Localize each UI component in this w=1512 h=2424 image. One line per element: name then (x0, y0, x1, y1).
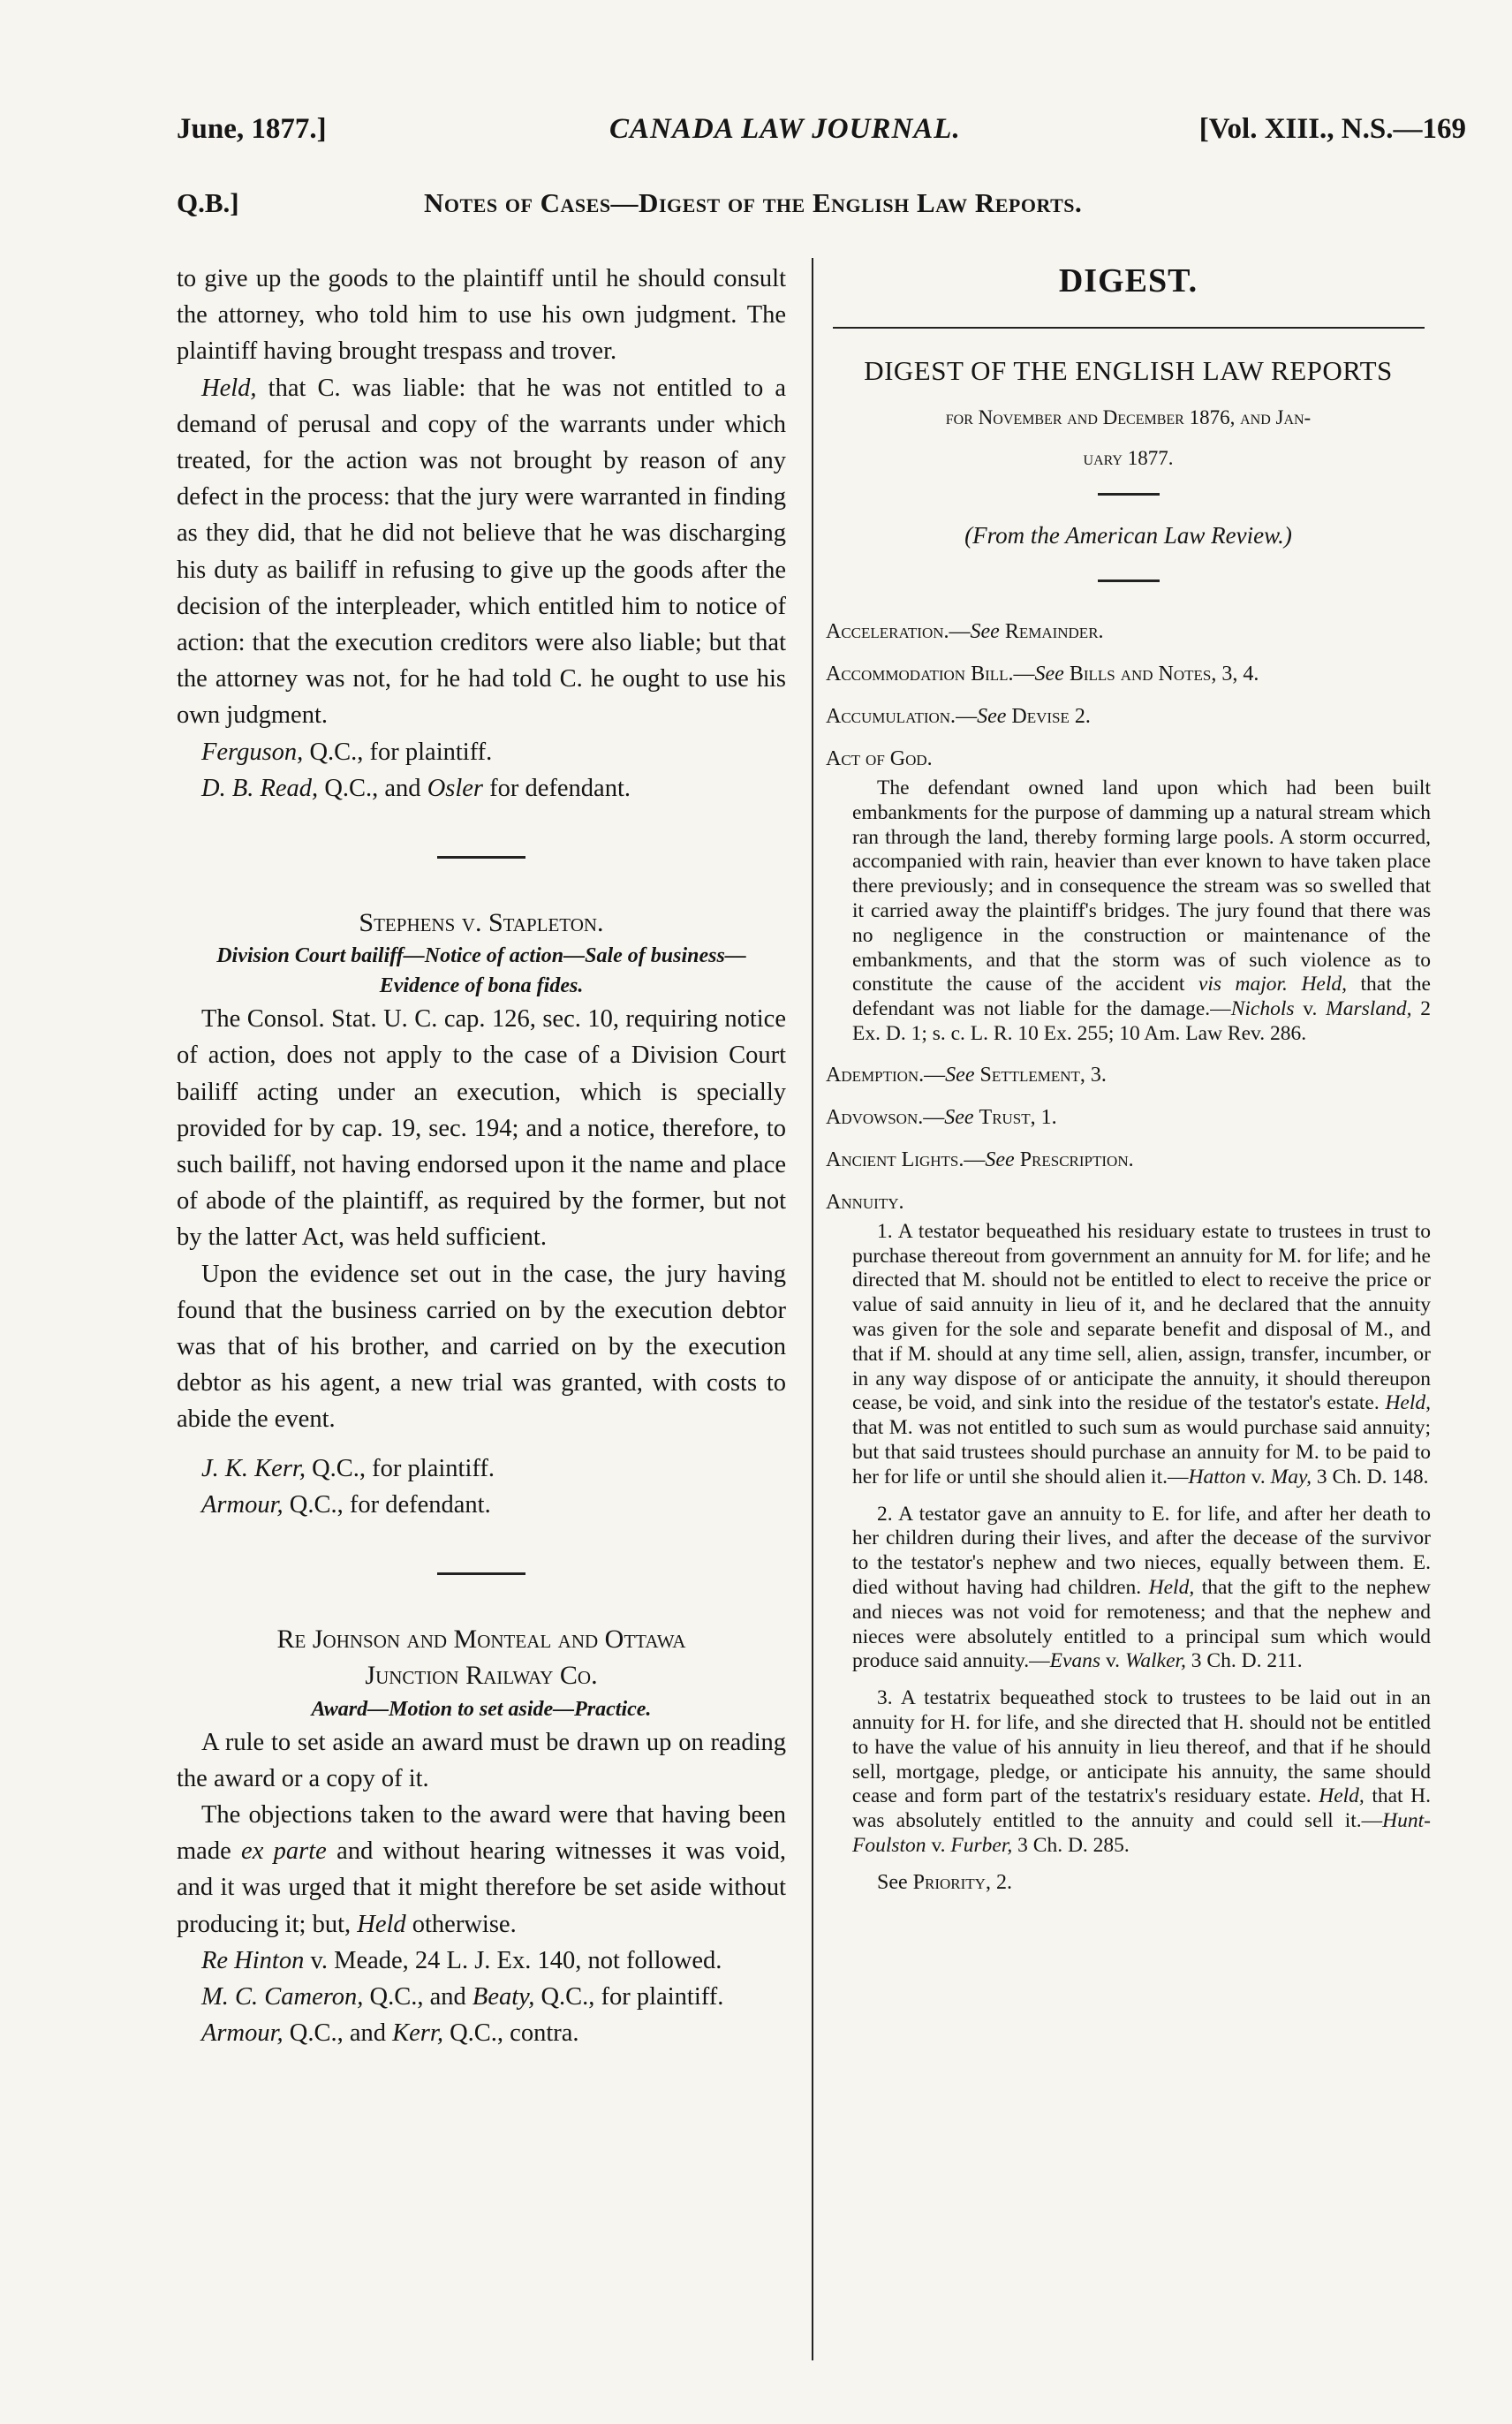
counsel-role: Q.C., for plaintiff. (305, 1454, 495, 1482)
digest-entry-ademption: Ademption.—See Settlement, 3. (826, 1063, 1107, 1087)
case-text: otherwise. (405, 1910, 517, 1938)
entry-text: v. (926, 1833, 951, 1857)
journal-title: CANADA LAW JOURNAL. (609, 113, 961, 145)
citation-text: 3 Ch. D. 285. (1012, 1833, 1130, 1857)
case-paragraph: The Consol. Stat. U. C. cap. 126, sec. 10, requiring notice of action, does not apply to the case of a Division Court bailiff acting under an execution, which is specially provided for by cap. 19, sec. 194; and a notice, therefore, to such bailiff, not having endorsed upon it the name and place of abode of the plaintiff, as required by the former, but not by the latter Act, was held sufficient. (177, 1005, 786, 1252)
counsel-line (177, 2015, 786, 2051)
case-paragraph: A rule to set aside an award must be drawn up on reading the award or a copy of it. (177, 1728, 786, 1792)
cross-reference: Priority, 2. (912, 1870, 1012, 1894)
case-title: Re Johnson and Monteal and Ottawa (276, 1625, 686, 1655)
counsel-name: D. B. Read, (201, 774, 319, 802)
see-label: See (970, 620, 1000, 643)
entry-text: that M. was not entitled to such sum as would purchase said annuity; but that said trustees should purchase an annuity for M. to be paid to her for life or until she should alien it.— (852, 1416, 1431, 1488)
digest-title: DIGEST OF THE ENGLISH LAW REPORTS (864, 355, 1393, 386)
section-head (177, 187, 1466, 231)
case-name: Furber, (950, 1833, 1013, 1857)
case-name: Nichols (1230, 997, 1295, 1021)
counsel-name: Armour, (201, 2019, 284, 2048)
entry-text: The defendant owned land upon which had been built embankments for the purpose of damming up a natural stream which ran through the land, thereby forming large pools. A storm occurred, accompanied with rain, heavier than ever known to have taken place there previously; and in consequence the stream was so swelled that it carried away the plaintiff's bridges. The jury found that there was no negligence in the construction or maintenance of the embankments, and that the storm was of such violence as to constitute the cause of the accident (852, 776, 1431, 996)
counsel-name: Armour, (201, 1490, 284, 1519)
source-rule (1098, 579, 1160, 582)
counsel-name: Osler (427, 774, 484, 802)
held-label: Held, (1385, 1391, 1431, 1415)
digest-entry-advowson: Advowson.—See Trust, 1. (826, 1105, 1057, 1129)
digest-entry-accumulation: Accumulation.—See Devise 2. (826, 705, 1091, 728)
see-label: See (1034, 663, 1064, 686)
digest-entry-act-of-god (826, 743, 1431, 775)
digest-subtitle-line: for November and December 1876, and Jan- (945, 406, 1312, 428)
cross-reference: Prescription. (1019, 1148, 1134, 1171)
entry-text: that the gift to the nephew and nieces was not void for remoteness; and that the nephew and nieces were absolutely entitled to a principal sum which would produce said annuity.— (852, 1575, 1431, 1673)
court-label: Q.B.] (177, 187, 239, 218)
case-headnote: Division Court bailiff—Notice of action—Sale of business—Evidence of bona fides. (216, 944, 746, 998)
case-title-continued: Junction Railway Co. (365, 1661, 598, 1691)
issue-date: June, 1877.] (177, 113, 327, 145)
counsel-name: M. C. Cameron, (201, 1982, 364, 2011)
see-also-line (877, 1871, 1431, 1895)
case-name: May, (1270, 1465, 1312, 1488)
entry-body (852, 1503, 1431, 1675)
citation-text: v. Meade, 24 L. J. Ex. 140, not followed. (304, 1946, 722, 1974)
digest-entry-annuity (826, 1186, 1431, 1218)
citation-text: 3 Ch. D. 211. (1185, 1649, 1303, 1673)
case-text: and without hearing witnesses it was void, and it was urged that it might therefore be set aside without producing it; but, (177, 1837, 786, 1938)
entry-body (852, 1686, 1431, 1859)
case-headnote: Award—Motion to set aside—Practice. (311, 1697, 652, 1721)
running-head (177, 113, 1466, 157)
case-name: Walker, (1124, 1649, 1186, 1673)
case-name: Re Hinton (201, 1946, 305, 1974)
entry-text: v. (1245, 1465, 1271, 1488)
entry-head: Ancient Lights. (826, 1148, 964, 1171)
held-label: Held, (201, 374, 257, 402)
entry-head: Acceleration. (826, 620, 949, 643)
continued-paragraph: to give up the goods to the plaintiff until he should consult the attorney, who told him to use his own judgment. The plaintiff having brought trespass and trover. (177, 265, 786, 366)
see-label: See (977, 705, 1007, 728)
cross-reference: Settlement, 3. (979, 1063, 1107, 1087)
case-name: Hunt-Foulston (852, 1809, 1431, 1857)
column-divider (812, 258, 813, 2360)
counsel-line (177, 1451, 786, 1487)
case-name: Marsland, (1326, 997, 1412, 1021)
entry-text: that the defendant was not liable for the damage.— (852, 973, 1431, 1021)
counsel-line (177, 770, 786, 807)
held-paragraph (177, 370, 786, 734)
latin-term: vis major. (1198, 973, 1288, 996)
entry-text: that H. was absolutely entitled to the annuity and could sell it.— (852, 1784, 1431, 1833)
see-label: See (945, 1063, 975, 1087)
counsel-role: Q.C., contra. (442, 2019, 579, 2048)
digest-column (826, 258, 1431, 2378)
notes-of-cases-column (177, 261, 786, 2372)
case-text: The objections taken to the award were that having been made (177, 1800, 786, 1866)
entry-head: Accommodation Bill. (826, 663, 1014, 686)
cross-reference: Trust, 1. (979, 1105, 1057, 1129)
case-separator (437, 1572, 525, 1575)
counsel-line (177, 1979, 786, 2015)
see-label: See (985, 1148, 1015, 1171)
cross-reference: Bills and Notes, 3, 4. (1069, 663, 1259, 686)
held-label: Held, (1148, 1575, 1195, 1599)
digest-entry-acceleration: Acceleration.—See Remainder. (826, 620, 1104, 643)
digest-subtitle (826, 398, 1431, 479)
counsel-role: for defendant. (483, 774, 631, 802)
counsel-name: Ferguson, (201, 738, 304, 766)
digest-entry-accommodation-bill: Accommodation Bill.—See Bills and Notes, 3, 4. (826, 663, 1259, 686)
counsel-connector: Q.C., and (363, 1982, 472, 2011)
held-label: Held, (1301, 973, 1348, 996)
entry-text: 2. A testator gave an annuity to E. for life, and after her death to her children during their lives, and after the decease of the survivor to the testator's nephew and two nieces, equally between them. E. died without having had children. (852, 1502, 1431, 1599)
counsel-line (177, 1487, 786, 1523)
entry-body (852, 1220, 1431, 1490)
entry-head: Advowson. (826, 1105, 924, 1129)
see-label: See (877, 1870, 908, 1894)
case-paragraph: Upon the evidence set out in the case, the jury having found that the business carried on by the execution debtor was that of his brother, and carried on by the execution debtor as his agent, a new trial was granted, with costs to abide the event. (177, 1260, 786, 1434)
heading-rule (833, 327, 1425, 329)
digest-heading: DIGEST. (1058, 262, 1198, 299)
case-citation (177, 1943, 786, 1979)
citation-text: 2 Ex. D. 1; s. c. L. R. 10 Ex. 255; 10 Am. Law Rev. 286. (852, 997, 1431, 1045)
entry-body (852, 776, 1431, 1047)
counsel-connector: Q.C., and (283, 2019, 393, 2048)
held-text: that C. was liable: that he was not entitled to a demand of perusal and copy of the warrants under which treated, for the action was not brought by reason of any defect in the process: that the jury were warranted in finding as they did, that he did not believe that he was discharging his duty as bailiff in refusing to give up the goods after the decision of the interpleader, which entitled him to notice of action: that the execution creditors were also liable; but that the attorney was not, for he had told C. he ought to use his own judgment. (177, 374, 786, 730)
cross-reference: Devise 2. (1011, 705, 1091, 728)
counsel-connector: Q.C., and (318, 774, 427, 802)
case-name: Hatton (1188, 1465, 1246, 1488)
cross-reference: Remainder. (1004, 620, 1104, 643)
counsel-role: Q.C., for plaintiff. (534, 1982, 724, 2011)
entry-head: Annuity. (826, 1190, 904, 1214)
case-paragraph (177, 1797, 786, 1943)
held-label: Held, (1319, 1784, 1365, 1808)
counsel-role: Q.C., for defendant. (283, 1490, 491, 1519)
entry-text: 3. A testatrix bequeathed stock to trustees to be laid out in an annuity for H. for life, and she directed that H. should not be entitled to have the value of his annuity in lieu thereof, and that if he should sell, mortgage, pledge, or anticipate his annuity, the same should cease and form part of the testatrix's residuary estate. (852, 1686, 1431, 1808)
case-title: Stephens v. Stapleton. (359, 908, 604, 938)
entry-text: v. (1294, 997, 1327, 1021)
title-rule (1098, 493, 1160, 496)
case-separator (437, 856, 525, 859)
entry-head: Accumulation. (826, 705, 956, 728)
digest-entry-ancient-lights: Ancient Lights.—See Prescription. (826, 1148, 1134, 1171)
entry-text: 1. A testator bequeathed his residuary estate to trustees in trust to purchase thereout from government an annuity for M. for life; and he directed that M. should not be entitled to elect to receive the price or value of said annuity in lieu of it, and he declared that the annuity was given for the sole and separate benefit and disposal of M., and that if M. should at any time sell, alien, assign, transfer, incumber, or in any way dispose of or anticipate the annuity, it should thereupon cease, be void, and sink into the residue of the testator's estate. (852, 1219, 1431, 1415)
counsel-line (177, 734, 786, 770)
see-label: See (944, 1105, 974, 1129)
digest-subtitle-line: uary 1877. (1083, 447, 1174, 469)
entry-head: Act of God. (826, 747, 933, 770)
counsel-name: Kerr, (392, 2019, 443, 2048)
latin-term: ex parte (241, 1837, 327, 1866)
counsel-name: Beaty, (472, 1982, 535, 2011)
entry-head: Ademption. (826, 1063, 925, 1087)
held-label: Held (357, 1910, 406, 1938)
citation-text: 3 Ch. D. 148. (1311, 1465, 1429, 1488)
counsel-name: J. K. Kerr, (201, 1454, 306, 1482)
section-title: Notes of Cases—Digest of the English Law Reports. (424, 187, 1083, 218)
case-name: Evans (1049, 1649, 1101, 1673)
source-note: (From the American Law Review.) (964, 522, 1292, 549)
volume-page-number: [Vol. XIII., N.S.—169 (1198, 113, 1466, 145)
entry-text: v. (1100, 1649, 1125, 1673)
counsel-role: Q.C., for plaintiff. (303, 738, 493, 766)
